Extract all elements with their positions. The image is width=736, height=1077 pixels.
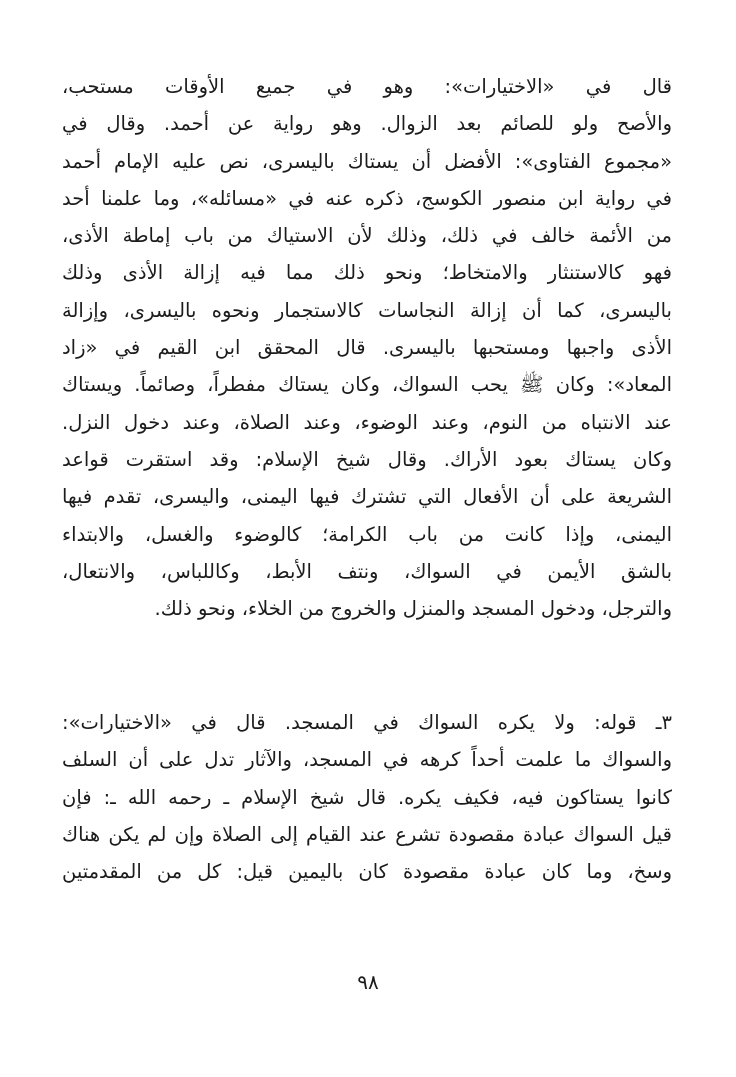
paragraph-1-line: المعاد»: وكان ﷺ يحب السواك، وكان يستاك مفطراً، وصائماً. ويستاك [62, 373, 672, 397]
paragraph-1 [62, 68, 672, 627]
paragraph-1-line: قال في «الاختيارات»: وهو في جميع الأوقات مستحب، [62, 75, 672, 98]
paragraph-2-line: قيل السواك عبادة مقصودة تشرع عند القيام إلى الصلاة وإن لم يكن هناك [62, 822, 672, 846]
paragraph-1-line: والترجل، ودخول المسجد والمنزل والخروج من الخلاء، ونحو ذلك. [154, 597, 672, 621]
paragraph-2-line: وسخ، وما كان عبادة مقصودة كان باليمين قيل: كل من المقدمتين [62, 860, 672, 884]
paragraph-1-line: بالشق الأيمن في السواك، ونتف الأبط، وكاللباس، والانتعال، [62, 559, 672, 583]
paragraph-1-line: وكان يستاك بعود الأراك. وقال شيخ الإسلام: وقد استقرت قواعد [62, 447, 672, 471]
paragraph-1-line: الشريعة على أن الأفعال التي تشترك فيها اليمنى، واليسرى، تقدم فيها [62, 485, 672, 509]
paragraph-1-line: «مجموع الفتاوى»: الأفضل أن يستاك باليسرى، نص عليه الإمام أحمد [62, 149, 672, 173]
paragraph-1-line: فهو كالاستنثار والامتخاط؛ ونحو ذلك مما فيه إزالة الأذى وذلك [62, 261, 672, 285]
paragraph-1-line: عند الانتباه من النوم، وعند الوضوء، وعند الصلاة، وعند دخول النزل. [62, 410, 672, 434]
paragraph-2 [62, 704, 672, 890]
paragraph-1-line: والأصح ولو للصائم بعد الزوال. وهو رواية عن أحمد. وقال في [62, 112, 672, 136]
paragraph-1-line: من الأئمة خالف في ذلك، وذلك لأن الاستياك من باب إماطة الأذى، [62, 224, 672, 248]
paragraph-2-line: ٣ـ قوله: ولا يكره السواك في المسجد. قال في «الاختيارات»: [62, 711, 672, 734]
page-number: ٩٨ [357, 970, 379, 994]
paragraph-1-line: في رواية ابن منصور الكوسج، ذكره عنه في «مسائله»، وما علمنا أحد [62, 186, 672, 210]
paragraph-1-line: الأذى واجبها ومستحبها باليسرى. قال المحقق ابن القيم في «زاد [62, 336, 672, 360]
paragraph-2-line: والسواك ما علمت أحداً كرهه في المسجد، والآثار تدل على أن السلف [62, 748, 672, 772]
paragraph-1-line: باليسرى، كما أن إزالة النجاسات كالاستجمار ونحوه باليسرى، وإزالة [62, 298, 672, 322]
paragraph-2-line: كانوا يستاكون فيه، فكيف يكره. قال شيخ الإسلام ـ رحمه الله ـ: فإن [62, 785, 672, 809]
paragraph-1-line: اليمنى، وإذا كانت من باب الكرامة؛ كالوضوء والغسل، والابتداء [62, 522, 672, 546]
